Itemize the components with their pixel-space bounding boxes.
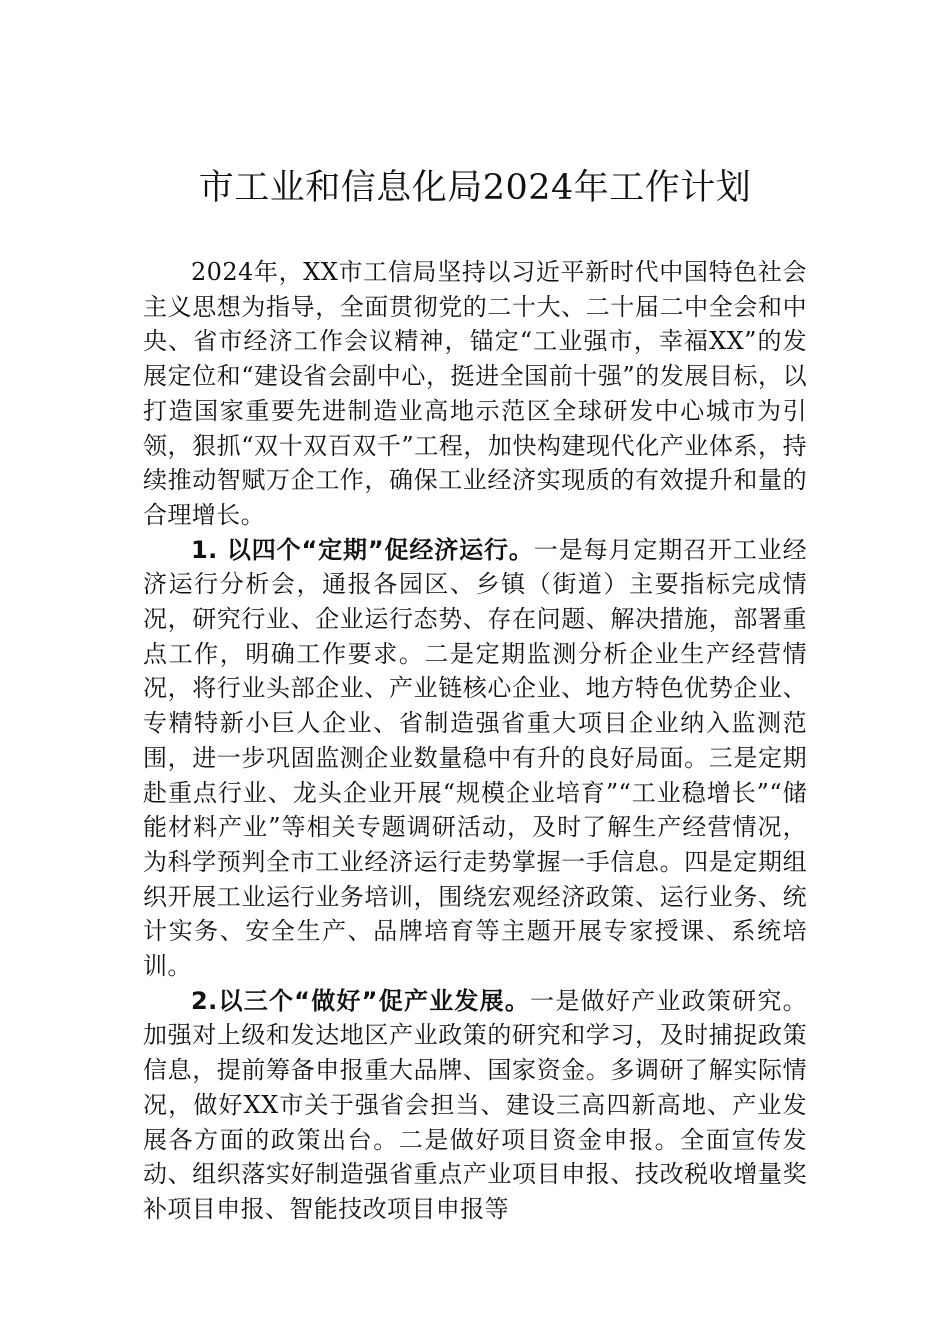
section-2-paragraph <box>143 984 807 1227</box>
intro-paragraph: 2024年，XX市工信局坚持以习近平新时代中国特色社会主义思想为指导，全面贯彻党的二十大、二十届二中全会和中央、省市经济工作会议精神，锚定“工业强市，幸福XX”的发展定位和“建设省会副中心，挺进全国前十强”的发展目标，以打造国家重要先进制造业高地示范区全球研发中心城市为引领，狠抓“双十双百双千”工程，加快构建现代化产业体系，持续推动智赋万企工作，确保工业经济实现质的有效提升和量的合理增长。 <box>143 258 807 529</box>
document-title: 市工业和信息化局2024年工作计划 <box>198 168 752 208</box>
document-body <box>143 255 807 1227</box>
section-1-paragraph <box>143 533 807 984</box>
section-2-text: 一是做好产业政策研究。加强对上级和发达地区产业政策的研究和学习，及时捕捉政策信息，提前筹备申报重大品牌、国家资金。多调研了解实际情况，做好XX市关于强省会担当、建设三高四新高地、产业发展各方面的政策出台。二是做好项目资金申报。全面宣传发动、组织落实好制造强省重点产业项目申报、技改税收增量奖补项目申报、智能技改项目申报等 <box>143 986 807 1223</box>
section-2-heading: 2.以三个“做好”促产业发展。 <box>191 986 531 1015</box>
section-1-text: 一是每月定期召开工业经济运行分析会，通报各园区、乡镇（街道）主要指标完成情况，研究行业、企业运行态势、存在问题、解决措施，部署重点工作，明确工作要求。二是定期监测分析企业生产经营情况，将行业头部企业、产业链核心企业、地方特色优势企业、专精特新小巨人企业、省制造强省重大项目企业纳入监测范围，进一步巩固监测企业数量稳中有升的良好局面。三是定期赴重点行业、龙头企业开展“规模企业培育”“工业稳增长”“储能材料产业”等相关专题调研活动，及时了解生产经营情况，为科学预判全市工业经济运行走势掌握一手信息。四是定期组织开展工业运行业务培训，围绕宏观经济政策、运行业务、统计实务、安全生产、品牌培育等主题开展专家授课、系统培训。 <box>143 535 807 981</box>
section-1-heading: 1. 以四个“定期”促经济运行。 <box>191 535 534 564</box>
